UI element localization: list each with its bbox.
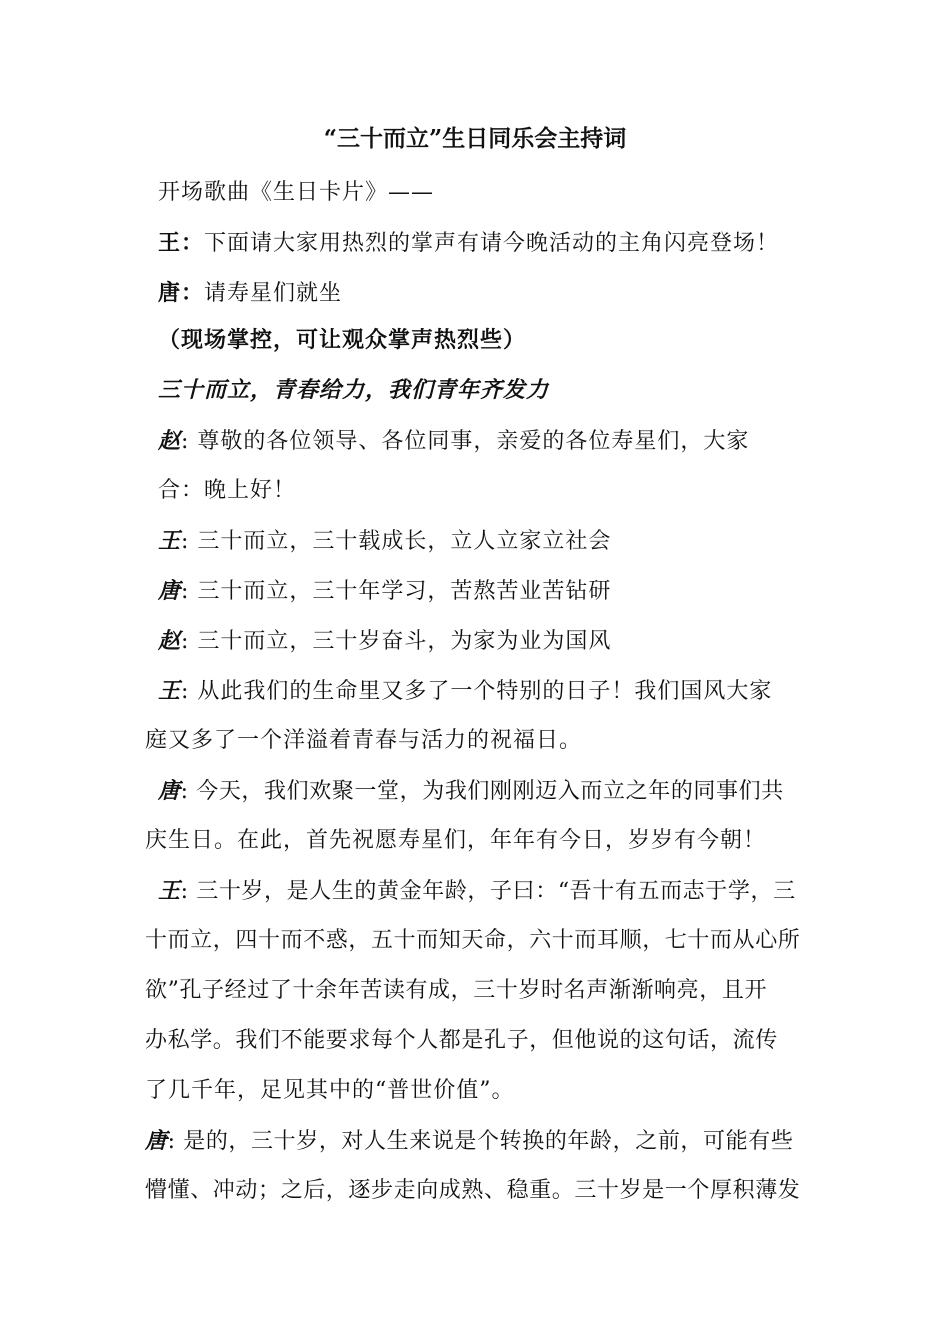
- line-text: 请寿星们就坐: [204, 281, 343, 306]
- dialogue-continuation: [145, 1176, 815, 1206]
- speaker-label: 赵: [158, 428, 182, 454]
- dialogue-line: [158, 776, 828, 807]
- line-text: : 是的，三十岁，对人生来说是个转换的年龄，之前，可能有些: [167, 1129, 794, 1154]
- dialogue-continuation: [145, 926, 815, 956]
- dialogue-continuation: [145, 976, 815, 1006]
- dialogue-line: [158, 626, 828, 657]
- line-text: 庆生日。在此，首先祝愿寿星们，年年有今日，岁岁有今朝！: [145, 828, 767, 853]
- dialogue-continuation: [145, 1026, 815, 1056]
- dialogue-line: [158, 426, 828, 457]
- line-text: 合：晚上好！: [158, 478, 297, 503]
- line-text: 开场歌曲《生日卡片》——: [158, 180, 435, 205]
- line-text: : 三十而立，三十载成长，立人立家立社会: [181, 529, 612, 554]
- speaker-label: 唐: [158, 778, 181, 804]
- dialogue-line: [158, 876, 828, 907]
- theme-line: [158, 376, 828, 406]
- dialogue-line: [158, 476, 828, 506]
- dialogue-line: [158, 228, 828, 259]
- speaker-label: 赵: [158, 628, 182, 654]
- line-text: : 尊敬的各位领导、各位同事，亲爱的各位寿星们，大家: [181, 429, 750, 454]
- document-title: “三十而立”生日同乐会主持词: [323, 125, 627, 152]
- line-text: : 从此我们的生命里又多了一个特别的日子！我们国风大家: [181, 679, 773, 704]
- stage-note: [158, 326, 828, 356]
- line-text: : 三十而立，三十年学习，苦熬苦业苦钻研: [181, 579, 612, 604]
- speaker-label: 王：: [158, 230, 205, 256]
- line-text: 懵懂、冲动；之后，逐步走向成熟、稳重。三十岁是一个厚积薄发: [145, 1178, 801, 1203]
- speaker-label: 王: [158, 678, 182, 704]
- opening-song-line: [158, 178, 828, 208]
- speaker-label: 王: [158, 878, 181, 904]
- line-text: 三十而立，青春给力，我们青年齐发力: [158, 378, 550, 403]
- dialogue-line: [158, 526, 828, 557]
- line-text: : 三十而立，三十岁奋斗，为家为业为国风: [181, 629, 612, 654]
- dialogue-line: [158, 278, 828, 309]
- line-text: : 三十岁，是人生的黄金年龄，子曰：“吾十有五而志于学，三: [180, 879, 796, 904]
- line-text: 下面请大家用热烈的掌声有请今晚活动的主角闪亮登场！: [204, 231, 780, 256]
- line-text: 办私学。我们不能要求每个人都是孔子，但他说的这句话，流传: [145, 1028, 778, 1053]
- speaker-label: 唐: [145, 1128, 168, 1154]
- line-text: 十而立，四十而不惑，五十而知天命，六十而耳顺，七十而从心所: [145, 928, 801, 953]
- line-text: 欲”孔子经过了十余年苦读有成，三十岁时名声渐渐响亮，且开: [145, 978, 768, 1003]
- dialogue-line: [158, 676, 828, 707]
- speaker-label: 王: [158, 528, 182, 554]
- dialogue-continuation: [145, 726, 815, 756]
- dialogue-continuation: [145, 826, 815, 856]
- line-text: 了几千年，足见其中的“普世价值”。: [145, 1078, 515, 1103]
- dialogue-line: [158, 576, 828, 607]
- line-text: : 今天，我们欢聚一堂，为我们刚刚迈入而立之年的同事们共: [180, 779, 784, 804]
- dialogue-line: [145, 1126, 815, 1157]
- line-text: 庭又多了一个洋溢着青春与活力的祝福日。: [145, 728, 583, 753]
- line-text: （现场掌控，可让观众掌声热烈些）: [158, 328, 527, 353]
- speaker-label: 唐：: [158, 280, 205, 306]
- dialogue-continuation: [145, 1076, 815, 1106]
- speaker-label: 唐: [158, 578, 182, 604]
